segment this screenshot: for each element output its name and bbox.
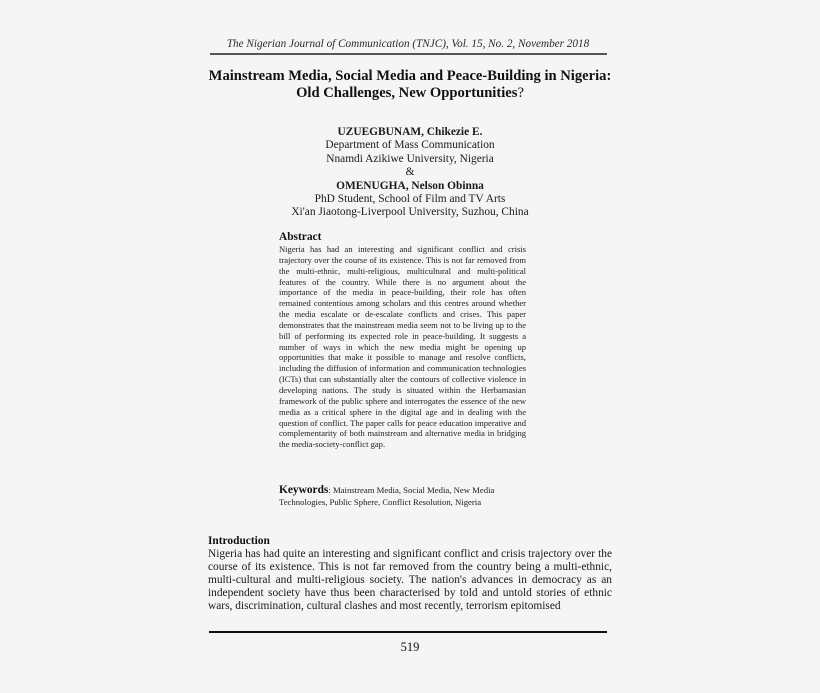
running-head: The Nigerian Journal of Communication (TNJC), Vol. 15, No. 2, November 2018 <box>226 38 590 50</box>
author-name: OMENUGHA, Nelson Obinna <box>336 179 484 192</box>
keywords-section <box>279 484 526 508</box>
author-name: UZUEGBUNAM, Chikezie E. <box>337 126 483 138</box>
author-affiliation: PhD Student, School of Film and TV Arts <box>314 193 506 206</box>
header-rule <box>210 53 607 55</box>
keywords-separator: : <box>328 485 331 495</box>
keywords-label: Keywords <box>279 484 329 496</box>
paper-title <box>200 68 620 102</box>
introduction-heading: Introduction <box>208 535 270 547</box>
footer-rule <box>209 631 607 633</box>
title-line-2 <box>200 85 620 102</box>
author-block <box>240 126 580 220</box>
page-number: 519 <box>400 640 420 654</box>
title-question-mark: ? <box>517 85 524 101</box>
keywords-text: Mainstream Media, Social Media, New Media Technologies, Public Sphere, Conflict Resolution, Nigeria <box>279 485 495 507</box>
abstract-section <box>279 231 526 450</box>
title-line-2-text: Old Challenges, New Opportunities <box>296 85 518 101</box>
author-affiliation: Xi'an Jiaotong-Liverpool University, Suzhou, China <box>291 206 529 219</box>
author-separator: & <box>405 166 415 179</box>
author-affiliation: Department of Mass Communication <box>325 139 495 152</box>
author-affiliation: Nnamdi Azikiwe University, Nigeria <box>326 152 494 165</box>
title-line-1: Mainstream Media, Social Media and Peace-Building in Nigeria: <box>208 68 612 84</box>
abstract-body: Nigeria has had an interesting and significant conflict and crisis trajectory over the course of its existence. This is not far removed from the multi-ethnic, multi-religious, multicultural and multi-political features of the country. While there is no argument about the importance of the media in peace-building, their role has often remained contentious among scholars and this centres around whether the media escalate or de-escalate conflicts and crises. This paper demonstrates that the mainstream media seem not to be living up to the bill of performing its expected role in peace-building. It suggests a number of ways in which the new media might be opening up opportunities that make it possible to manage and resolve conflicts, including the diffusion of information and communication technologies (ICTs) that can substantially alter the contours of collective violence in developing nations. The study is situated within the Herbamasian framework of the public sphere and interrogates the essence of the new media as a critical sphere in the digital age and in dealing with the question of conflict. The paper calls for peace education imperative and complementarity of both mainstream and alternative media in bridging the media-society-conflict gap. <box>279 244 526 450</box>
abstract-heading: Abstract <box>279 231 322 243</box>
introduction-section <box>208 535 612 613</box>
introduction-body: Nigeria has had quite an interesting and significant conflict and crisis trajectory over the course of its existence. This is not far removed from the country being a multi-ethnic, multi-cultural and multi-religious society. The nation's advances in democracy as an independent society have thus been characterised by told and untold stories of ethnic wars, discrimination, cultural clashes and most recently, terrorism epitomised <box>208 548 612 612</box>
